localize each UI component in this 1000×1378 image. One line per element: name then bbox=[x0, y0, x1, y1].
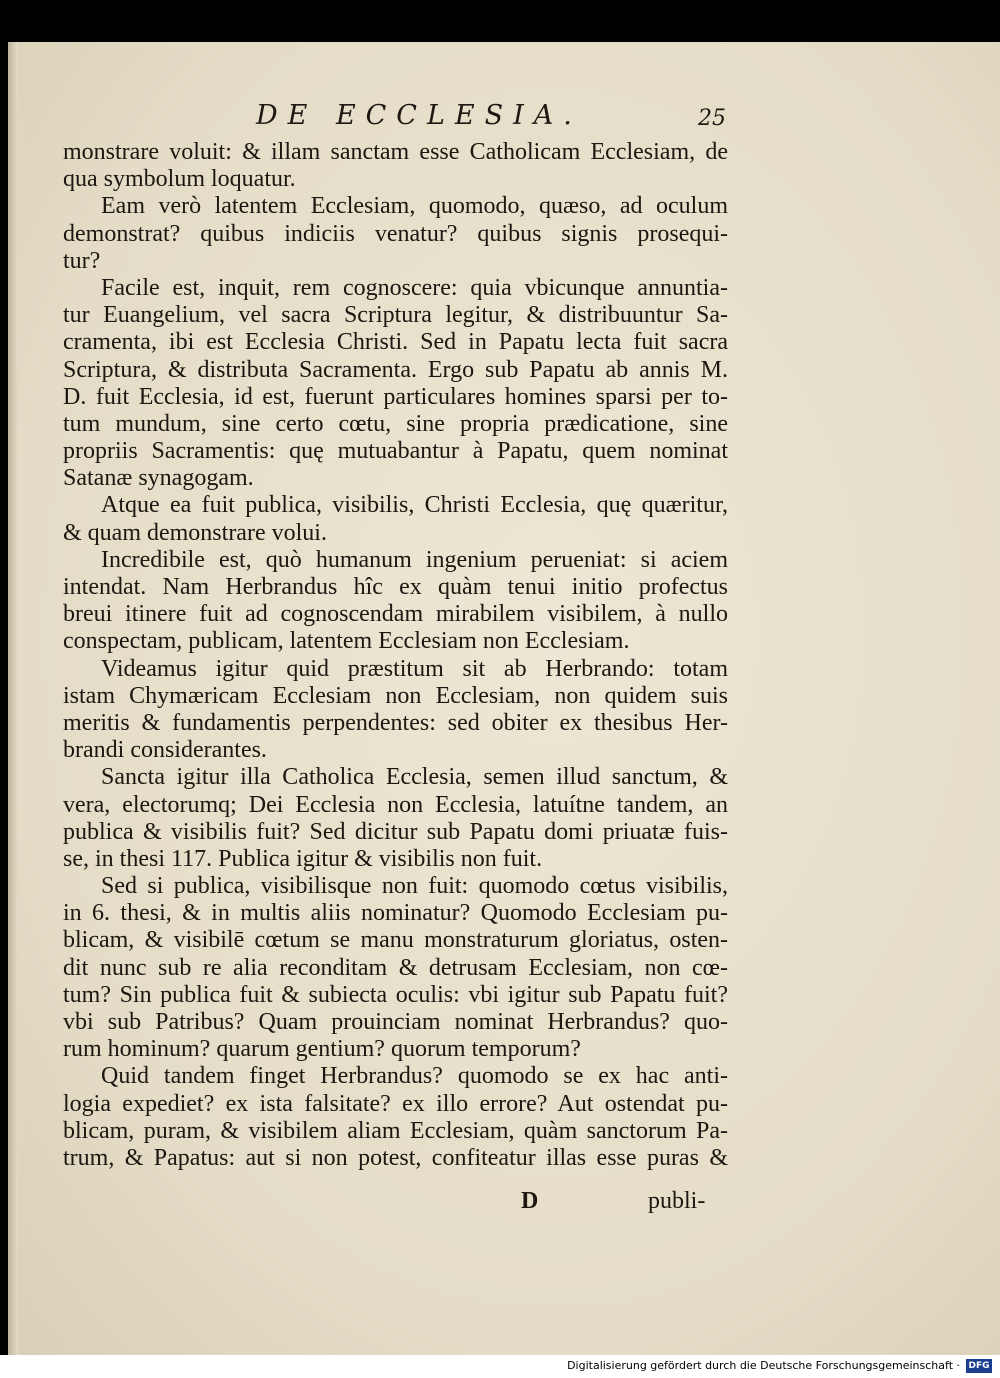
text-line: breui itinere fuit ad cognoscendam mirabilem visibilem, à nullo bbox=[63, 601, 728, 628]
text-line: cramenta, ibi est Ecclesia Christi. Sed in Papatu lecta fuit sacra bbox=[63, 329, 728, 356]
text-line: Incredibile est, quò humanum ingenium perueniat: si aciem bbox=[101, 546, 728, 573]
digitization-footer bbox=[0, 1355, 1000, 1378]
text-line: Satanæ synagogam. bbox=[63, 465, 254, 492]
text-line: intendat. Nam Herbrandus hîc ex quàm tenui initio profectus bbox=[63, 574, 728, 600]
text-line: Videamus igitur quid præstitum sit ab Herbrando: totam bbox=[101, 655, 728, 682]
text-line: Quid tandem finget Herbrandus? quomodo se ex hac anti- bbox=[101, 1063, 728, 1090]
text-line: & quam demonstrare volui. bbox=[63, 519, 327, 546]
dfg-logo: DFG bbox=[966, 1359, 992, 1373]
text-line: D. fuit Ecclesia, id est, fuerunt particulares homines sparsi per to- bbox=[63, 383, 728, 410]
text-line: conspectam, publicam, latentem Ecclesiam non Ecclesiam. bbox=[63, 628, 630, 655]
text-line: tum? Sin publica fuit & subiecta oculis: vbi igitur sub Papatu fuit? bbox=[63, 981, 728, 1008]
text-line: tur Euangelium, vel sacra Scriptura legitur, & distribuuntur Sa- bbox=[63, 302, 728, 329]
text-line: monstrare voluit: & illam sanctam esse Catholicam Ecclesiam, de bbox=[63, 139, 728, 165]
running-head bbox=[8, 100, 1000, 140]
text-line: publica & visibilis fuit? Sed dicitur sub Papatu domi priuatæ fuis- bbox=[63, 818, 728, 845]
text-line: blicam, puram, & visibilem aliam Ecclesiam, quàm sanctorum Pa- bbox=[63, 1117, 728, 1144]
text-line: meritis & fundamentis perpendentes: sed obiter ex thesibus Her- bbox=[63, 709, 728, 736]
running-head-title: DE ECCLESIA. bbox=[256, 100, 582, 131]
text-line: logia expediet? ex ista falsitate? ex illo errore? Aut ostendat pu- bbox=[63, 1090, 728, 1117]
text-line: Sancta igitur illa Catholica Ecclesia, semen illud sanctum, & bbox=[101, 764, 728, 791]
text-line: vera, electorumq; Dei Ecclesia non Ecclesia, latuítne tandem, an bbox=[63, 791, 728, 818]
text-line: demonstrat? quibus indiciis venatur? quibus signis prosequi- bbox=[63, 220, 728, 247]
text-line: rum hominum? quarum gentium? quorum temporum? bbox=[63, 1036, 581, 1063]
text-line: Scriptura, & distributa Sacramenta. Ergo sub Papatu ab annis M. bbox=[63, 356, 728, 383]
page-number: 25 bbox=[698, 106, 726, 131]
text-line: vbi sub Patribus? Quam prouinciam nominat Herbrandus? quo- bbox=[63, 1009, 728, 1035]
text-line: se, in thesi 117. Publica igitur & visibilis non fuit. bbox=[63, 845, 543, 872]
text-line: trum, & Papatus: aut si non potest, confiteatur illas esse puras & bbox=[63, 1144, 728, 1171]
page-binding-edge bbox=[8, 42, 18, 1355]
funding-credit: Digitalisierung gefördert durch die Deutsche Forschungsgemeinschaft · bbox=[567, 1359, 960, 1372]
catchword: publi- bbox=[648, 1188, 706, 1214]
text-line: blicam, & visibilē cœtum se manu monstraturum gloriatus, osten- bbox=[63, 927, 728, 954]
main-text-block bbox=[63, 139, 728, 1172]
text-line: in 6. thesi, & in multis aliis nominatur? Quomodo Ecclesiam pu- bbox=[63, 900, 728, 927]
text-line: tur? bbox=[63, 247, 101, 274]
text-line: propriis Sacramentis: quę mutuabantur à Papatu, quem nominat bbox=[63, 438, 728, 465]
text-line: qua symbolum loquatur. bbox=[63, 166, 296, 193]
signature-mark: D bbox=[521, 1188, 539, 1214]
text-line: brandi considerantes. bbox=[63, 737, 267, 764]
book-page bbox=[8, 42, 1000, 1355]
text-line: Facile est, inquit, rem cognoscere: quia vbicunque annuntia- bbox=[101, 274, 728, 301]
text-line: Atque ea fuit publica, visibilis, Christi Ecclesia, quę quæritur, bbox=[101, 492, 728, 519]
text-line: Eam verò latentem Ecclesiam, quomodo, quæso, ad oculum bbox=[101, 193, 728, 220]
text-line: istam Chymæricam Ecclesiam non Ecclesiam, non quidem suis bbox=[63, 682, 728, 709]
text-line: dit nunc sub re alia reconditam & detrusam Ecclesiam, non cœ- bbox=[63, 954, 728, 981]
text-line: Sed si publica, visibilisque non fuit: quomodo cœtus visibilis, bbox=[101, 873, 728, 900]
text-line: tum mundum, sine certo cœtu, sine propria prædicatione, sine bbox=[63, 410, 728, 437]
